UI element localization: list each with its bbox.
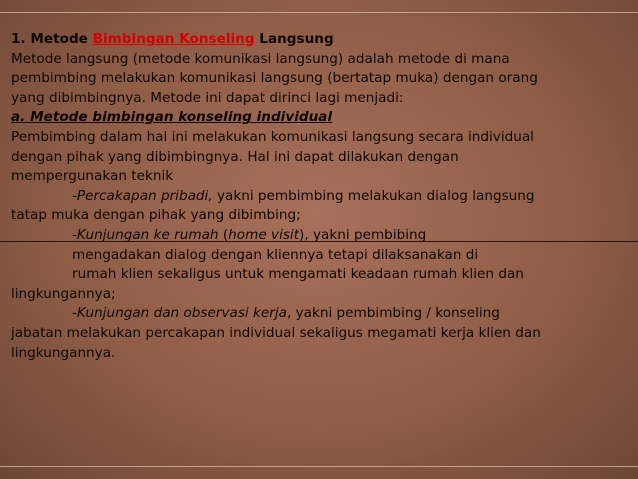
slide-heading <box>11 30 631 50</box>
heading-number: 1. Metode <box>11 31 93 47</box>
item2-line-1 <box>11 226 631 246</box>
bottom-rule <box>0 466 638 467</box>
para2-line-2: dengan pihak yang dibimbingnya. Hal ini dapat dilakukan dengan <box>11 148 459 165</box>
slide-content <box>11 30 631 363</box>
item1-text: yakni pembimbing melakukan dialog langsung <box>212 187 535 204</box>
item3-line-1 <box>11 304 631 324</box>
para1-line-1: Metode langsung (metode komunikasi langsung) adalah metode di mana <box>11 50 510 67</box>
para1-line-3: yang dibimbingnya. Metode ini dapat dirinci lagi menjadi: <box>11 89 404 106</box>
item2-term-en: home visit <box>228 226 300 243</box>
heading-rest: Langsung <box>254 31 334 47</box>
item2-line-3: rumah klien sekaligus untuk mengamati keadaan rumah klien dan <box>72 266 524 283</box>
item3-term: -Kunjungan dan observasi kerja <box>72 305 287 322</box>
item2-text-b: ), yakni pembibing <box>299 226 427 243</box>
item2-line-2: mengadakan dialog dengan kliennya tetapi dilaksanakan di <box>72 246 479 263</box>
heading-link[interactable]: Bimbingan Konseling <box>92 31 255 47</box>
subheading: a. Metode bimbingan konseling individual <box>11 109 333 126</box>
item3-line-2: jabatan melakukan percakapan individual sekaligus megamati kerja klien dan <box>11 324 541 341</box>
item2-text-a: ( <box>218 226 229 243</box>
item3-text: , yakni pembimbing / konseling <box>286 305 500 322</box>
item1-line-2: tatap muka dengan pihak yang dibimbing; <box>11 207 301 224</box>
item3-line-3: lingkungannya. <box>11 344 116 361</box>
item1-line-1 <box>11 187 631 207</box>
para1-line-2: pembimbing melakukan komunikasi langsung (bertatap muka) dengan orang <box>11 70 538 87</box>
item2-term: -Kunjungan ke rumah <box>72 226 219 243</box>
item2-line-4: lingkungannya; <box>11 285 116 302</box>
top-rule <box>0 12 638 13</box>
para2-line-1: Pembimbing dalam hal ini melakukan komunikasi langsung secara individual <box>11 128 534 145</box>
para2-line-3: mempergunakan teknik <box>11 168 174 185</box>
item1-term: -Percakapan pribadi, <box>72 187 213 204</box>
